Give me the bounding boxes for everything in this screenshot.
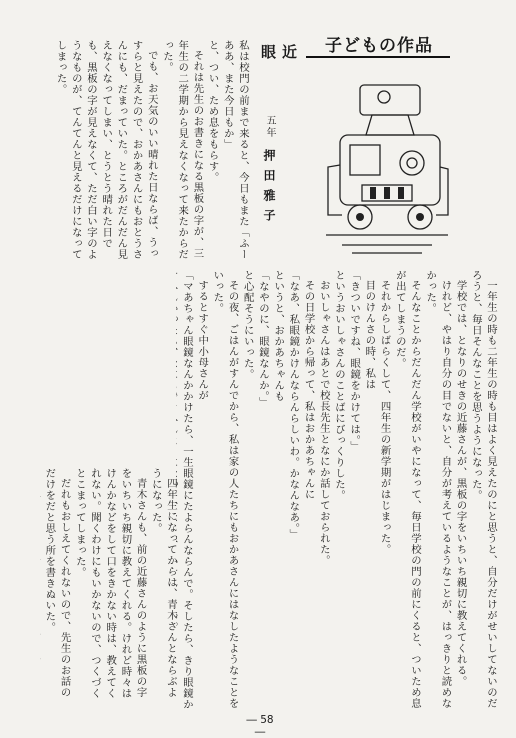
paragraph: と心配そうにいった。 — [241, 270, 254, 380]
paragraph: そんなことからだんだん学校がいやになって、毎日学校の門の前にくると、ついため息が出てしまうのだ。 — [393, 270, 421, 710]
paragraph: というおいしゃさんのことばにびっくりした。 — [332, 270, 345, 501]
paragraph: するとすぐ中小母さんが — [196, 280, 209, 402]
paragraph: 青木さんも、前の近藤さんのように黒板の字をいちいち親切に教えてくれる。けれど時々はけんかなどをして口をきかない時は、教えてくれない。聞くわけにもいかないので、つくづくとこまってしまった。 — [73, 468, 147, 699]
quote: 「マあちゃん眼鏡なんかかけたら、一生眼鏡にたよらんならんで。そしたら、きり眼鏡か — [180, 270, 193, 710]
paragraph: 四年生になってからは、青木さんとならぶようになった。 — [149, 468, 177, 699]
paragraph: けれど、やはり自分の目でないと、自分が考えているようなことが、はっきりと読めなかった。 — [424, 270, 452, 710]
story-byline — [258, 115, 278, 265]
story-body-upper — [40, 40, 250, 270]
paragraph: だれもおしえてくれないので、先生のお話のだけをだと思う所を書きぬいた。 — [43, 468, 71, 699]
paragraph: その夜、ごはんがすんでから、私は家の人たちにもおかあさんにはなしたようなことをいった。 — [211, 270, 239, 710]
section-header — [309, 30, 449, 56]
paragraph: というと、おかあちゃんも — [272, 270, 285, 402]
quote: 「なやのに、眼鏡なんか。」 — [256, 270, 269, 408]
paragraph: 一年生の時も二年生の時も目はよく見えたのにと思うと、自分だけがせいしてないのだろうと、毎日そんなことを思うようになった。 — [469, 270, 497, 710]
page-number: ― 58 ― — [246, 714, 274, 738]
paragraph: おいしゃさんはあとで校長先生となにか話しておられた。 — [317, 280, 330, 567]
paragraph: 私は校門の前まで来ると、今日もまた「ふーああ、また今日もか」 — [221, 40, 249, 260]
story-title: 近 眼 — [259, 44, 298, 94]
quote: 「きついですね、眼鏡をかけては。」 — [348, 270, 361, 452]
author-name: 押田雅子 — [262, 149, 276, 229]
author-grade: 五年 — [264, 115, 275, 139]
story-body-continued — [40, 468, 178, 708]
paragraph — [40, 468, 41, 708]
paragraph: それは先生のお書きになる黒板の字が、三年生の二学期から見えなくなって来たからだった。 — [160, 40, 204, 260]
paragraph: と、つい、ため息をもらす。 — [206, 40, 219, 183]
paragraph: 目のけんさの時、私は — [363, 280, 376, 391]
quote: 「なあ、私眼鏡かけんならんらしいわ。かなんなあ。」 — [287, 270, 300, 540]
paragraph: 学校では、となりのせきの近藤さんが、黒板の字をいちいち親切に教えてくれる。 — [454, 280, 467, 688]
paragraph: それからしばらくして、四年生の新学期がはじまった。 — [378, 280, 391, 556]
paragraph: でも、お天気のいい晴れた日ならば、うっすらと見えたので、おかあさんにもおとうさんにも、だまっていた。ところがだんだん見えなくなってしまい、とうとう晴れた日でも、黒板の字が見えなくて、ただ白い字のようなものが、てんてんと見えるだけになってしまった。 — [54, 40, 158, 260]
header-rule — [306, 56, 450, 58]
child-drawing-icon — [322, 75, 452, 265]
paragraph: その日学校から帰って、私はおかあちゃんに — [302, 280, 315, 501]
story-body-lower — [176, 270, 498, 710]
section-title: 子どもの作品 — [325, 35, 433, 56]
